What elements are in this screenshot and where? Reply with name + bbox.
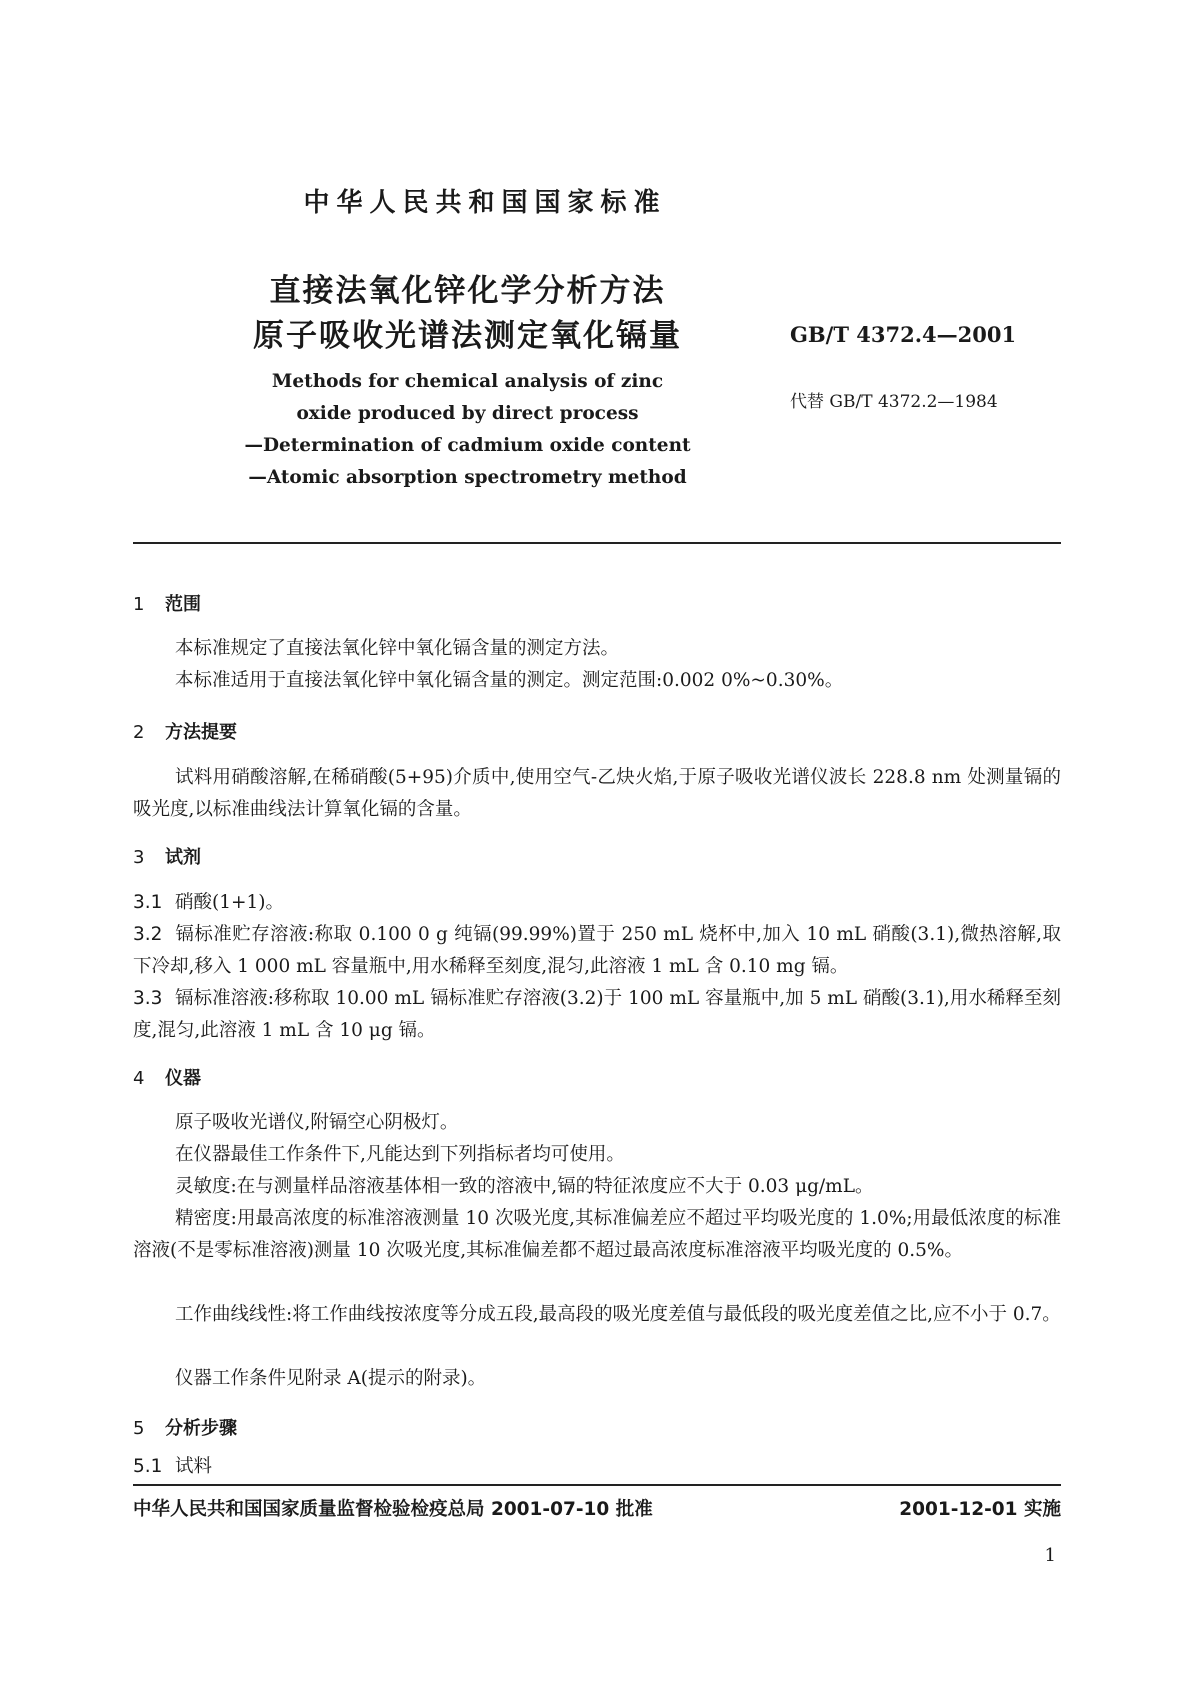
section-title: 仪器 — [165, 1068, 201, 1089]
list-item — [133, 1451, 1061, 1483]
section-heading-procedure — [133, 1414, 237, 1440]
paragraph: 灵敏度:在与测量样品溶液基体相一致的溶液中,镉的特征浓度应不大于 0.03 μg/mL。 — [175, 1176, 874, 1197]
section-number: 2 — [133, 722, 145, 743]
paragraph: 精密度:用最高浓度的标准溶液测量 10 次吸光度,其标准偏差应不超过平均吸光度的 1.0%;用最低浓度的标准溶液(不是零标准溶液)测量 10 次吸光度,其标准偏差都不超过最高浓度标准溶液平均吸光度的 0.5%。 — [133, 1208, 1061, 1261]
section-number: 3 — [133, 847, 145, 868]
section-number: 5 — [133, 1418, 145, 1439]
approval-statement: 中华人民共和国国家质量监督检验检疫总局 2001-07-10 批准 — [133, 1499, 653, 1520]
paragraph: 仪器工作条件见附录 A(提示的附录)。 — [175, 1368, 487, 1389]
paragraph: 本标准适用于直接法氧化锌中氧化镉含量的测定。测定范围:0.002 0%~0.30%。 — [175, 670, 844, 691]
english-title-line: —Atomic absorption spectrometry method — [248, 467, 687, 488]
english-title-line: oxide produced by direct process — [296, 403, 639, 424]
item-text: 镉标准溶液:移称取 10.00 mL 镉标准贮存溶液(3.2)于 100 mL 容量瓶中,加 5 mL 硝酸(3.1),用水稀释至刻度,混匀,此溶液 1 mL 含 10 μg 镉。 — [133, 988, 1061, 1041]
section-number: 4 — [133, 1068, 145, 1089]
section-title: 分析步骤 — [165, 1418, 237, 1439]
section-heading-apparatus — [133, 1064, 201, 1090]
paragraph: 工作曲线线性:将工作曲线按浓度等分成五段,最高段的吸光度差值与最低段的吸光度差值之比,应不小于 0.7。 — [175, 1304, 1061, 1325]
document-title-line-1: 直接法氧化锌化学分析方法 — [269, 273, 666, 309]
english-title-line: —Determination of cadmium oxide content — [244, 435, 691, 456]
item-number: 3.1 — [133, 892, 163, 913]
page-number: 1 — [1044, 1545, 1056, 1566]
national-standard-heading: 中华人民共和国国家标准 — [303, 188, 667, 218]
document-title-line-2: 原子吸收光谱法测定氧化镉量 — [253, 318, 682, 354]
section-number: 1 — [133, 594, 145, 615]
item-text: 镉标准贮存溶液:称取 0.100 0 g 纯镉(99.99%)置于 250 mL 烧杯中,加入 10 mL 硝酸(3.1),微热溶解,取下冷却,移入 1 000 mL 容量瓶中,用水稀释至刻度,混匀,此溶液 1 mL 含 0.10 mg 镉。 — [133, 924, 1061, 977]
list-item — [133, 919, 1061, 983]
item-text: 硝酸(1+1)。 — [175, 892, 284, 913]
footer-divider — [133, 1484, 1061, 1486]
paragraph: 本标准规定了直接法氧化锌中氧化镉含量的测定方法。 — [175, 638, 620, 659]
item-number: 3.2 — [133, 924, 163, 945]
list-item — [133, 887, 1061, 919]
section-heading-scope — [133, 590, 201, 616]
implementation-date: 2001-12-01 实施 — [899, 1499, 1061, 1520]
item-text: 试料 — [175, 1456, 213, 1477]
item-number: 5.1 — [133, 1456, 163, 1477]
paragraph: 原子吸收光谱仪,附镉空心阴极灯。 — [175, 1112, 459, 1133]
section-title: 试剂 — [165, 847, 201, 868]
list-item — [133, 983, 1061, 1047]
replaces-standard: 代替 GB/T 4372.2—1984 — [790, 392, 998, 412]
paragraph: 试料用硝酸溶解,在稀硝酸(5+95)介质中,使用空气-乙炔火焰,于原子吸收光谱仪波长 228.8 nm 处测量镉的吸光度,以标准曲线法计算氧化镉的含量。 — [133, 767, 1061, 820]
section-heading-reagents — [133, 843, 201, 869]
section-heading-method-summary — [133, 718, 237, 744]
section-title: 范围 — [165, 594, 201, 615]
standard-number: GB/T 4372.4—2001 — [790, 322, 1017, 347]
item-number: 3.3 — [133, 988, 163, 1009]
section-title: 方法提要 — [165, 722, 237, 743]
paragraph: 在仪器最佳工作条件下,凡能达到下列指标者均可使用。 — [175, 1144, 625, 1165]
english-title-line: Methods for chemical analysis of zinc — [271, 371, 664, 392]
header-divider — [133, 542, 1061, 544]
